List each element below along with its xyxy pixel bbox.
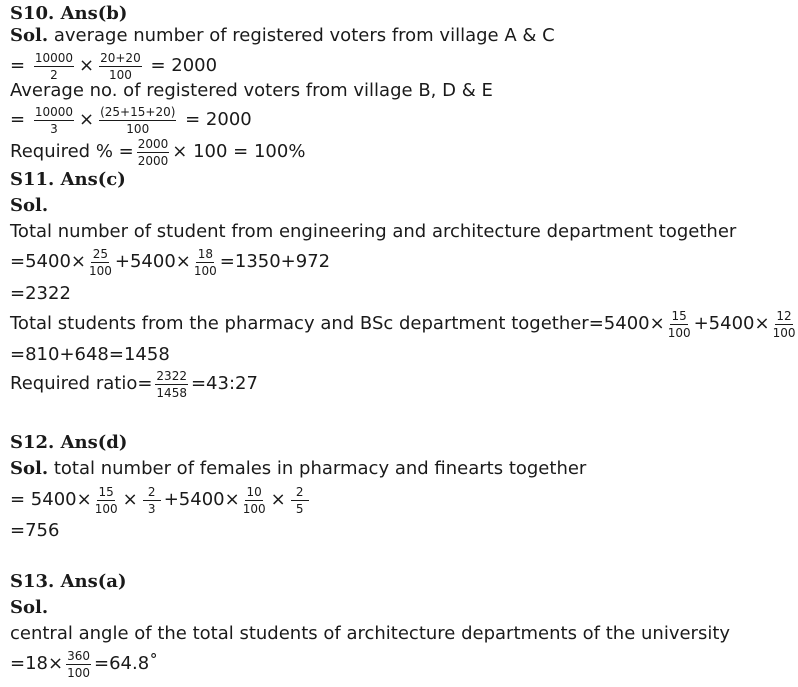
s12-line-1 [10, 458, 586, 480]
s12-l2-fraction-4: $\frac{2}{5}$ [291, 485, 309, 516]
s12-heading: S12. Ans(d) [10, 432, 128, 453]
s11-l6-a: Required ratio= [10, 373, 153, 394]
s10-l4-eq: = [10, 109, 26, 130]
s11-l2-c: =1350+972 [219, 251, 331, 272]
s10-l2-fraction-1: $\frac{10000}{2}$ [34, 50, 74, 82]
s10-l2-eq: = [10, 55, 26, 76]
s10-line-1-text: average number of registered voters from village A & C [48, 25, 555, 46]
s13-line-1: central angle of the total students of architecture departments of the university [10, 623, 731, 644]
s11-l2-fraction-2: $\frac{18}{100}$ [193, 246, 217, 278]
s11-l6-fraction: $\frac{2322}{1458}$ [156, 368, 187, 400]
s13-l2-fraction: $\frac{360}{100}$ [67, 648, 90, 680]
s12-l2-b: +5400× [163, 489, 240, 510]
s11-line-3: =2322 [10, 283, 71, 304]
s12-l2-a: = 5400× [10, 489, 92, 510]
s10-l2-fraction-2: $\frac{20+20}{100}$ [100, 50, 141, 82]
s10-l4-times: × [79, 109, 95, 130]
s12-l2-fraction-3: $\frac{10}{100}$ [242, 484, 266, 516]
s10-line-1 [10, 25, 555, 47]
s10-l2-times: × [79, 55, 95, 76]
s11-line-4 [10, 306, 798, 342]
s12-line-2 [10, 482, 312, 518]
s10-line-3: Average no. of registered voters from village B, D & E [10, 80, 493, 101]
s13-l2-a: =18× [10, 653, 64, 674]
s11-line-2 [10, 244, 330, 280]
s13-line-2 [10, 646, 158, 682]
s11-line-1: Total number of student from engineering and architecture department together [10, 221, 737, 242]
s11-l4-a: Total students from the pharmacy and BSc department together=5400× [10, 313, 665, 334]
s11-line-5: =810+648=1458 [10, 344, 170, 365]
s12-l2-fraction-2: $\frac{2}{3}$ [143, 485, 161, 516]
s11-l4-fraction-2: $\frac{12}{100}$ [772, 308, 796, 340]
s11-l4-b: +5400× [693, 313, 770, 334]
s11-l4-fraction-1: $\frac{15}{100}$ [667, 308, 691, 340]
s11-line-6 [10, 366, 258, 402]
s10-line-5 [10, 134, 305, 170]
s12-line-1-text: total number of females in pharmacy and finearts together [48, 458, 587, 479]
s11-l2-b: +5400× [114, 251, 191, 272]
s10-heading: S10. Ans(b) [10, 3, 128, 24]
s12-l2-fraction-1: $\frac{15}{100}$ [94, 484, 118, 516]
s10-l4-fraction-2: $\frac{(25+15+20)}{100}$ [100, 104, 176, 136]
s10-l4-fraction-1: $\frac{10000}{3}$ [34, 104, 74, 136]
s10-l4-result: = 2000 [185, 109, 252, 130]
s12-l2-times-1: × [122, 489, 138, 510]
s11-l2-fraction-1: $\frac{25}{100}$ [88, 246, 112, 278]
s12-l2-times-2: × [270, 489, 286, 510]
s12-sol-label: Sol. [10, 458, 49, 479]
s10-line-2 [10, 48, 217, 84]
s10-l5-text: Required % = [10, 141, 134, 162]
s11-heading: S11. Ans(c) [10, 169, 126, 190]
s11-sol-label: Sol. [10, 195, 49, 216]
s13-heading: S13. Ans(a) [10, 571, 127, 592]
s11-l6-b: =43:27 [190, 373, 258, 394]
s13-sol-label: Sol. [10, 597, 49, 618]
s10-l5-fraction: $\frac{2000}{2000}$ [137, 136, 169, 168]
s10-line-4 [10, 102, 252, 138]
s10-sol-label: Sol. [10, 25, 49, 46]
s13-l2-b: =64.8˚ [93, 653, 159, 674]
s10-l5-result: × 100 = 100% [172, 141, 306, 162]
s12-line-3: =756 [10, 520, 60, 541]
s10-l2-result: = 2000 [150, 55, 218, 76]
s11-l2-a: =5400× [10, 251, 86, 272]
